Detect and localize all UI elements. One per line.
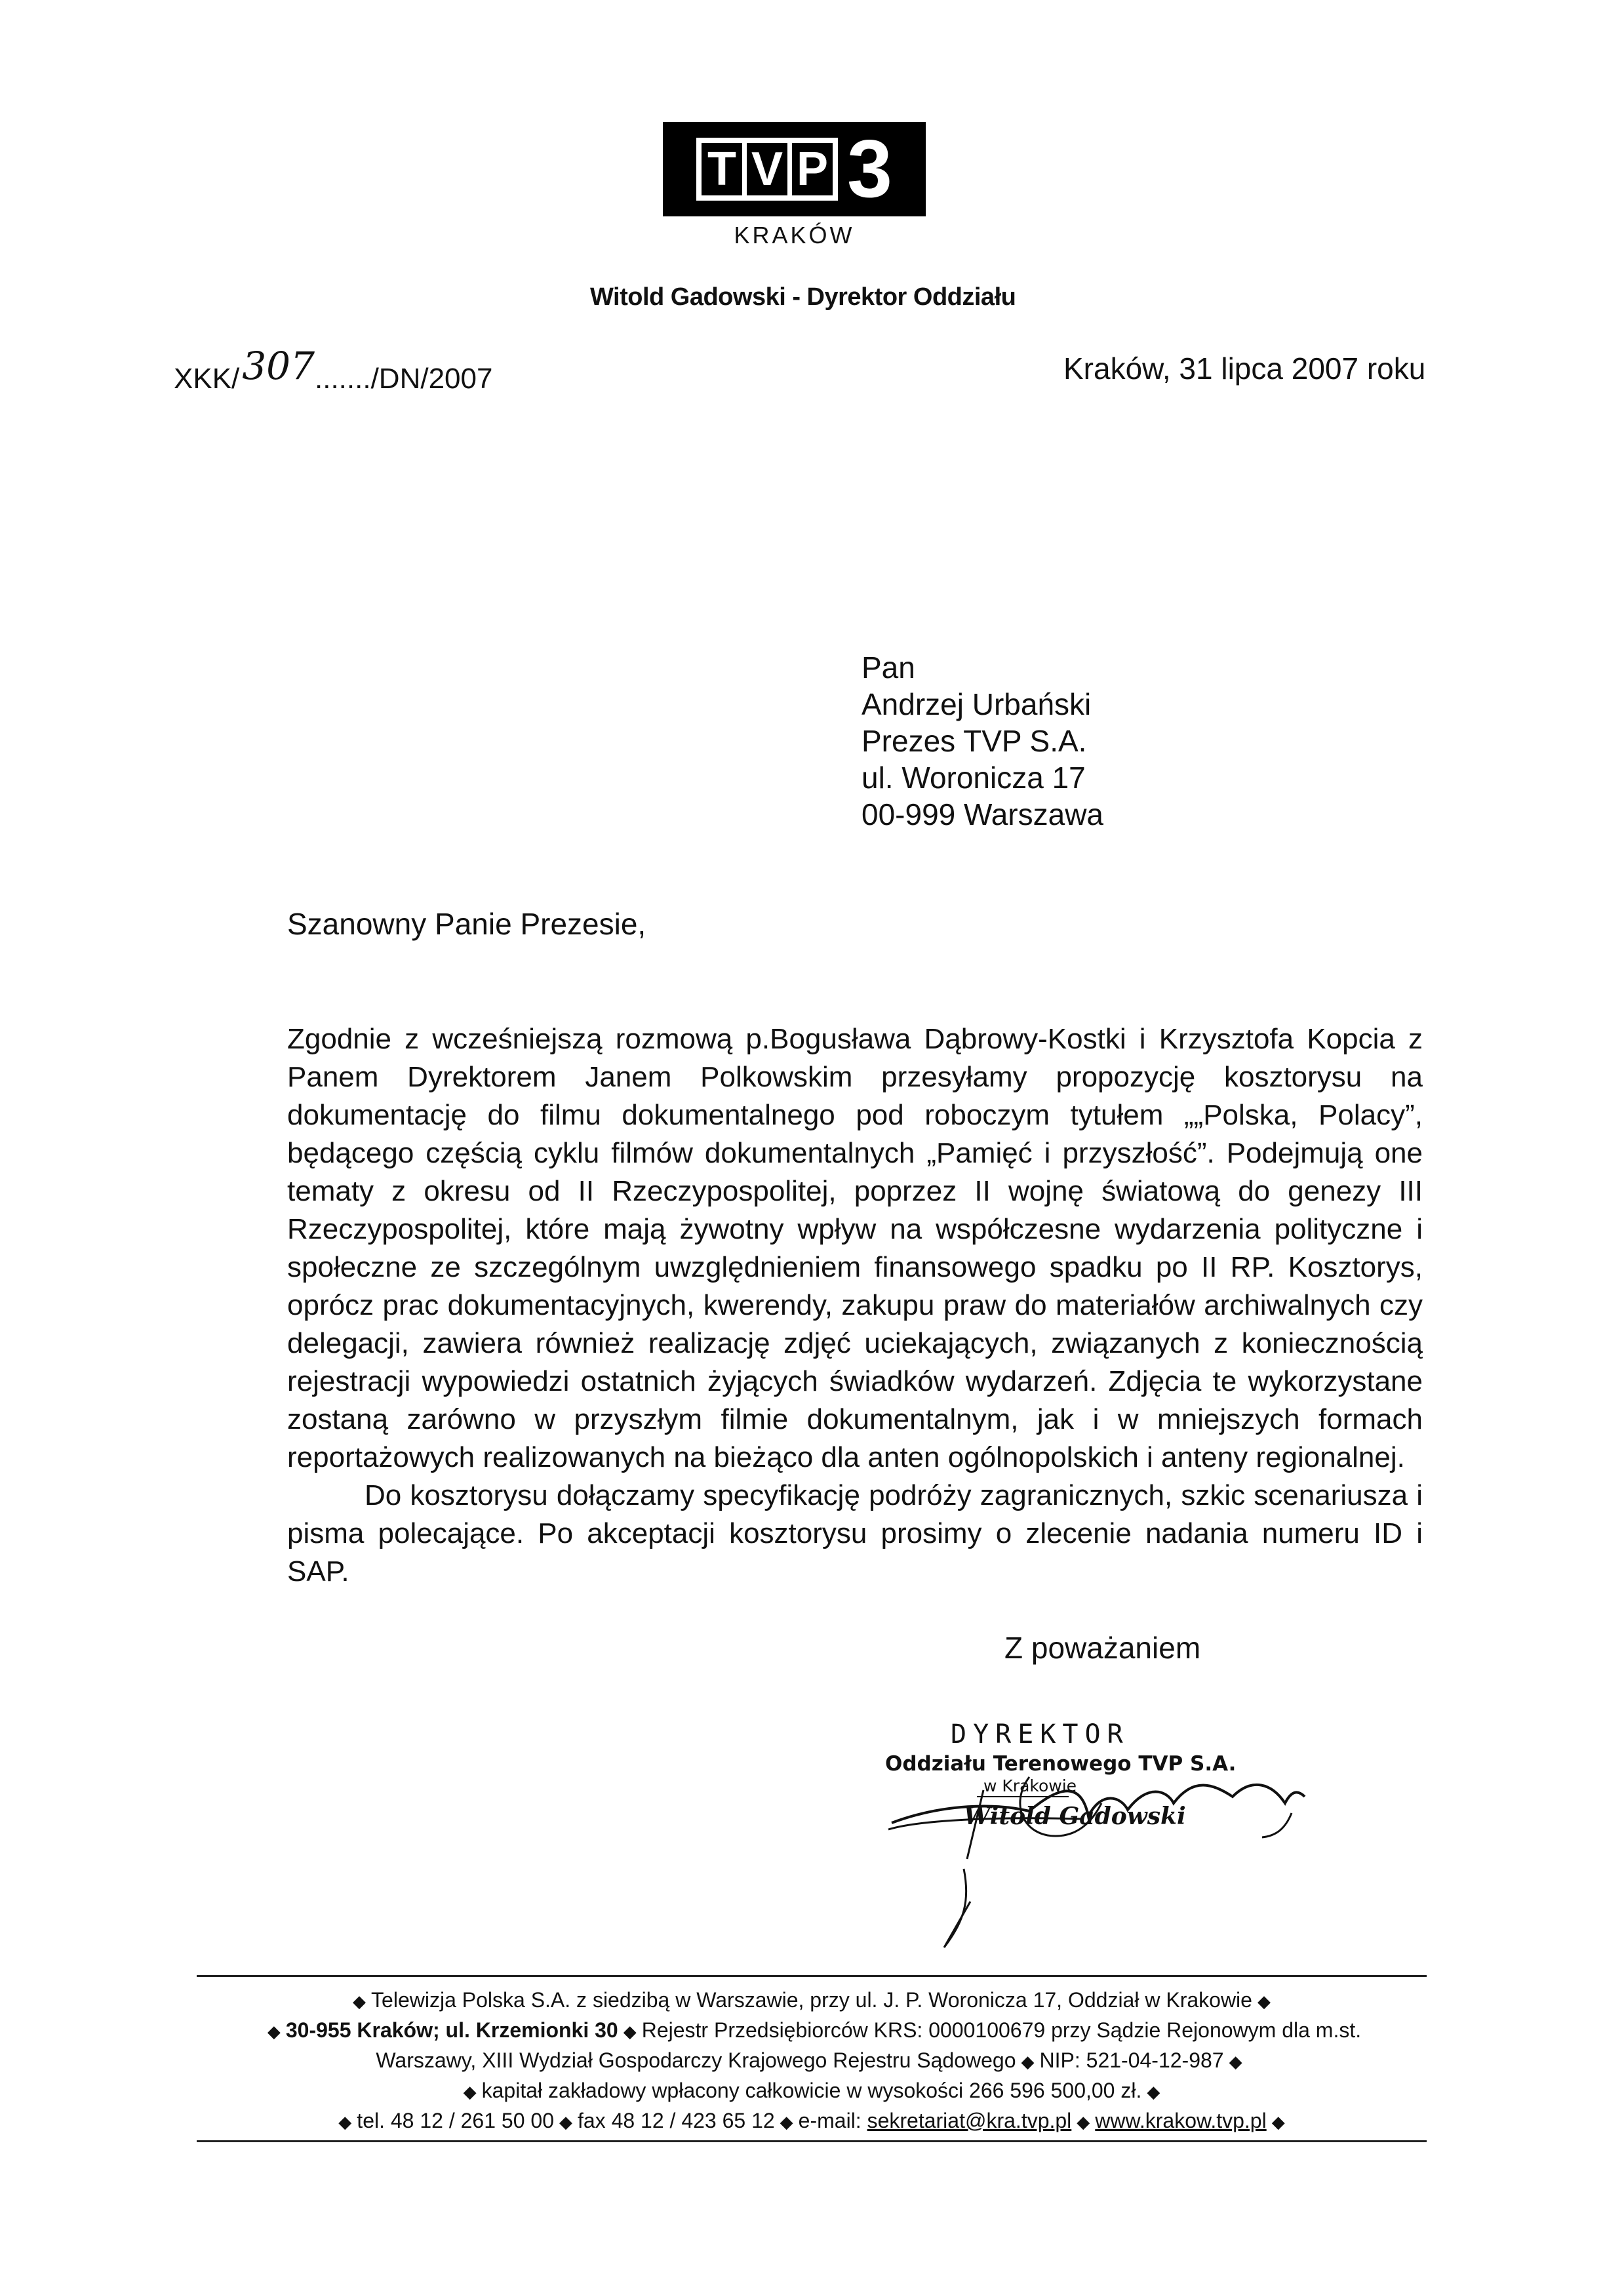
letter-date: Kraków, 31 lipca 2007 roku [1063, 351, 1426, 386]
signature-stroke-5 [1262, 1813, 1292, 1837]
stamp-name: Witold Gadowski [964, 1803, 1186, 1830]
footer-email-link[interactable]: sekretariat@kra.tvp.pl [867, 2109, 1072, 2132]
body-paragraph-2: Do kosztorysu dołączamy specyfikację podróży zagranicznych, szkic scenariusza i pisma polecające. Po akceptacji kosztorysu prosimy o zlecenie nadania numeru ID i SAP. [287, 1479, 1423, 1587]
footer-fax: fax 48 12 / 423 65 12 [577, 2109, 775, 2132]
footer-top-rule [197, 1975, 1427, 1977]
body-paragraph-1: Zgodnie z wcześniejszą rozmową p.Bogusława Dąbrowy-Kostki i Krzysztofa Kopcia z Panem Dyrektorem Janem Polkowskim przesyłamy propozycję kosztorysu na dokumentację do filmu dokumentalnego pod roboczym tytułem „„Polska, Polacy”, będącego częścią cyklu filmów dokumentalnych „Pamięć i przyszłość”. Podejmują one tematy z okresu od II Rzeczypospolitej, poprzez II wojnę światową do genezy III Rzeczypospolitej, które mają żywotny wpływ na współczesne wydarzenia polityczne i społeczne ze szczególnym uwzględnieniem finansowego spadku po II RP. Kosztorys, oprócz prac dokumentacyjnych, kwerendy, zakupu praw do materiałów archiwalnych czy delegacji, zawiera również realizację zdjęć uciekających, związanych z koniecznością rejestracji wypowiedzi ostatnich żyjących świadków wydarzeń. Zdjęcia te wykorzystane zostaną zarówno w przyszłym filmie dokumentalnym, jak i w mniejszych formach reportażowych realizowanych na bieżąco dla anten ogólnopolskich i anteny regionalnej. [287, 1023, 1423, 1473]
letter-body [287, 1020, 1423, 1591]
director-stamp-signature [865, 1705, 1324, 1967]
logo-letter-t: T [707, 143, 736, 195]
footer-email-label: e-mail: [798, 2109, 862, 2132]
closing: Z poważaniem [1004, 1631, 1201, 1665]
footer-line-3: Warszawy, XIII Wydział Gospodarczy Krajowego Rejestru Sądowego ◆ NIP: 521-04-12-987 ◆ [376, 2048, 1242, 2072]
stamp-title: DYREKTOR [951, 1719, 1130, 1749]
footer-line-5: ◆ tel. 48 12 / 261 50 00 ◆ fax 48 12 / 423 65 12 ◆ e-mail: sekretariat@kra.tvp.pl ◆ www.krakow.tvp.pl ◆ [338, 2109, 1285, 2132]
footer-tel: tel. 48 12 / 261 50 00 [357, 2109, 554, 2132]
header-sender: Witold Gadowski - Dyrektor Oddziału [590, 283, 1016, 311]
reference-suffix: ......./DN/2007 [315, 363, 493, 395]
recipient-city: 00-999 Warszawa [862, 797, 1104, 831]
recipient-name: Andrzej Urbański [862, 687, 1092, 721]
logo-letters-box [696, 138, 838, 201]
recipient-street: ul. Woronicza 17 [862, 761, 1086, 795]
recipient-line: Pan [862, 650, 915, 685]
footer [184, 1986, 1440, 2136]
footer-bottom-rule [197, 2140, 1427, 2142]
stamp-line2: w Krakowie [983, 1776, 1077, 1795]
header-city: KRAKÓW [734, 222, 855, 249]
footer-line-1: ◆ Telewizja Polska S.A. z siedzibą w Warszawie, przy ul. J. P. Woronicza 17, Oddział w Krakowie ◆ [353, 1988, 1271, 2012]
recipient-address [862, 649, 1103, 833]
logo-number: 3 [847, 124, 892, 214]
recipient-title: Prezes TVP S.A. [862, 724, 1087, 758]
footer-line-2: ◆ 30-955 Kraków; ul. Krzemionki 30 ◆ Rejestr Przedsiębiorców KRS: 0000100679 przy Sądzie Rejonowym dla m.st. [267, 2018, 1362, 2042]
reference-handwritten-number: 307 [242, 344, 315, 388]
stamp-line1: Oddziału Terenowego TVP S.A. [885, 1752, 1237, 1776]
logo-letter-p: P [797, 143, 829, 195]
footer-website-link[interactable]: www.krakow.tvp.pl [1095, 2109, 1267, 2132]
logo-letter-v: V [751, 143, 783, 195]
salutation: Szanowny Panie Prezesie, [287, 907, 646, 941]
reference-number [174, 344, 493, 397]
tvp3-logo [663, 122, 926, 216]
reference-prefix: XKK/ [174, 363, 240, 395]
footer-line-4: ◆ kapitał zakładowy wpłacony całkowicie w wysokości 266 596 500,00 zł. ◆ [463, 2079, 1160, 2102]
